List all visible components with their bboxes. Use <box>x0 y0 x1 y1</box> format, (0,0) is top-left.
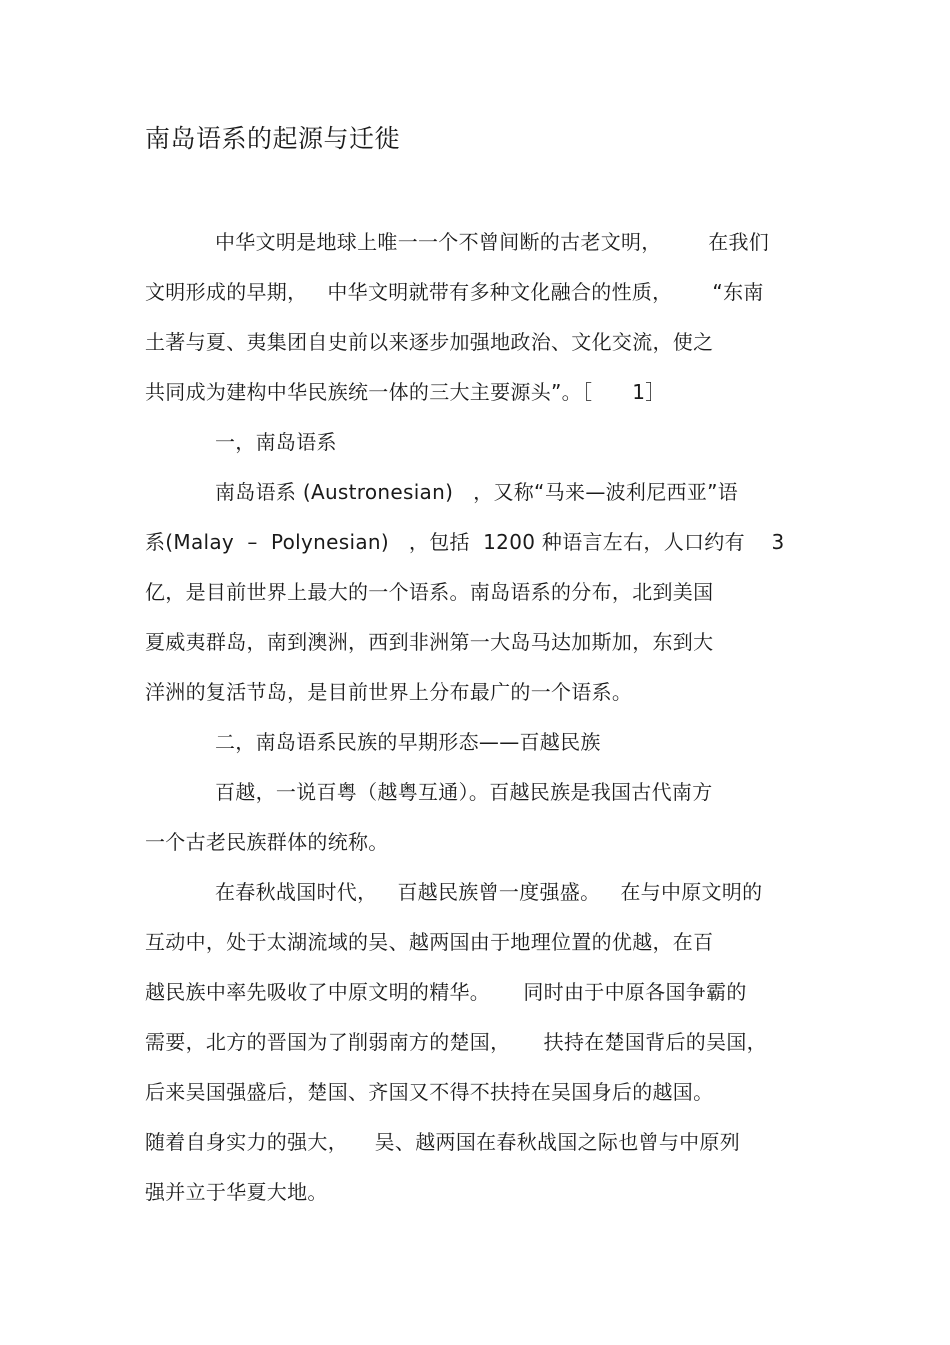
text-line: 需要，北方的晋国为了削弱南方的楚国， 扶持在楚国背后的吴国， <box>145 1030 767 1054</box>
text-line: 强并立于华夏大地。 <box>145 1180 328 1204</box>
text-line: 百越，一说百粤（越粤互通）。百越民族是我国古代南方 <box>215 780 713 804</box>
text-line: 亿，是目前世界上最大的一个语系。南岛语系的分布，北到美国 <box>145 580 714 604</box>
section-heading: 二，南岛语系民族的早期形态——百越民族 <box>215 730 601 754</box>
text-line: 系(Malay – Polynesian) ，包括 1200 种语言左右，人口约有 3 <box>145 530 785 554</box>
text-line: 洋洲的复活节岛，是目前世界上分布最广的一个语系。 <box>145 680 633 704</box>
text-line: 互动中，处于太湖流域的吴、越两国由于地理位置的优越，在百 <box>145 930 714 954</box>
text-line: 在春秋战国时代， 百越民族曾一度强盛。 在与中原文明的 <box>215 880 763 904</box>
text-line: 后来吴国强盛后，楚国、齐国又不得不扶持在吴国身后的越国。 <box>145 1080 714 1104</box>
text-line: 文明形成的早期， 中华文明就带有多种文化融合的性质， “东南 <box>145 280 764 304</box>
text-line: 一个古老民族群体的统称。 <box>145 830 389 854</box>
text-line: 夏威夷群岛，南到澳洲，西到非洲第一大岛马达加斯加，东到大 <box>145 630 714 654</box>
section-heading: 一，南岛语系 <box>215 430 337 454</box>
text-line: 土著与夏、夷集团自史前以来逐步加强地政治、文化交流，使之 <box>145 330 714 354</box>
text-line: 越民族中率先吸收了中原文明的精华。 同时由于中原各国争霸的 <box>145 980 747 1004</box>
text-line: 随着自身实力的强大， 吴、越两国在春秋战国之际也曾与中原列 <box>145 1130 741 1154</box>
text-line: 中华文明是地球上唯一一个不曾间断的古老文明， 在我们 <box>215 230 770 254</box>
text-line: 共同成为建构中华民族统一体的三大主要源头”。［ 1］ <box>145 380 666 404</box>
document-title: 南岛语系的起源与迁徙 <box>145 124 401 153</box>
text-line: 南岛语系 (Austronesian) ，又称“马来—波利尼西亚”语 <box>215 480 739 504</box>
